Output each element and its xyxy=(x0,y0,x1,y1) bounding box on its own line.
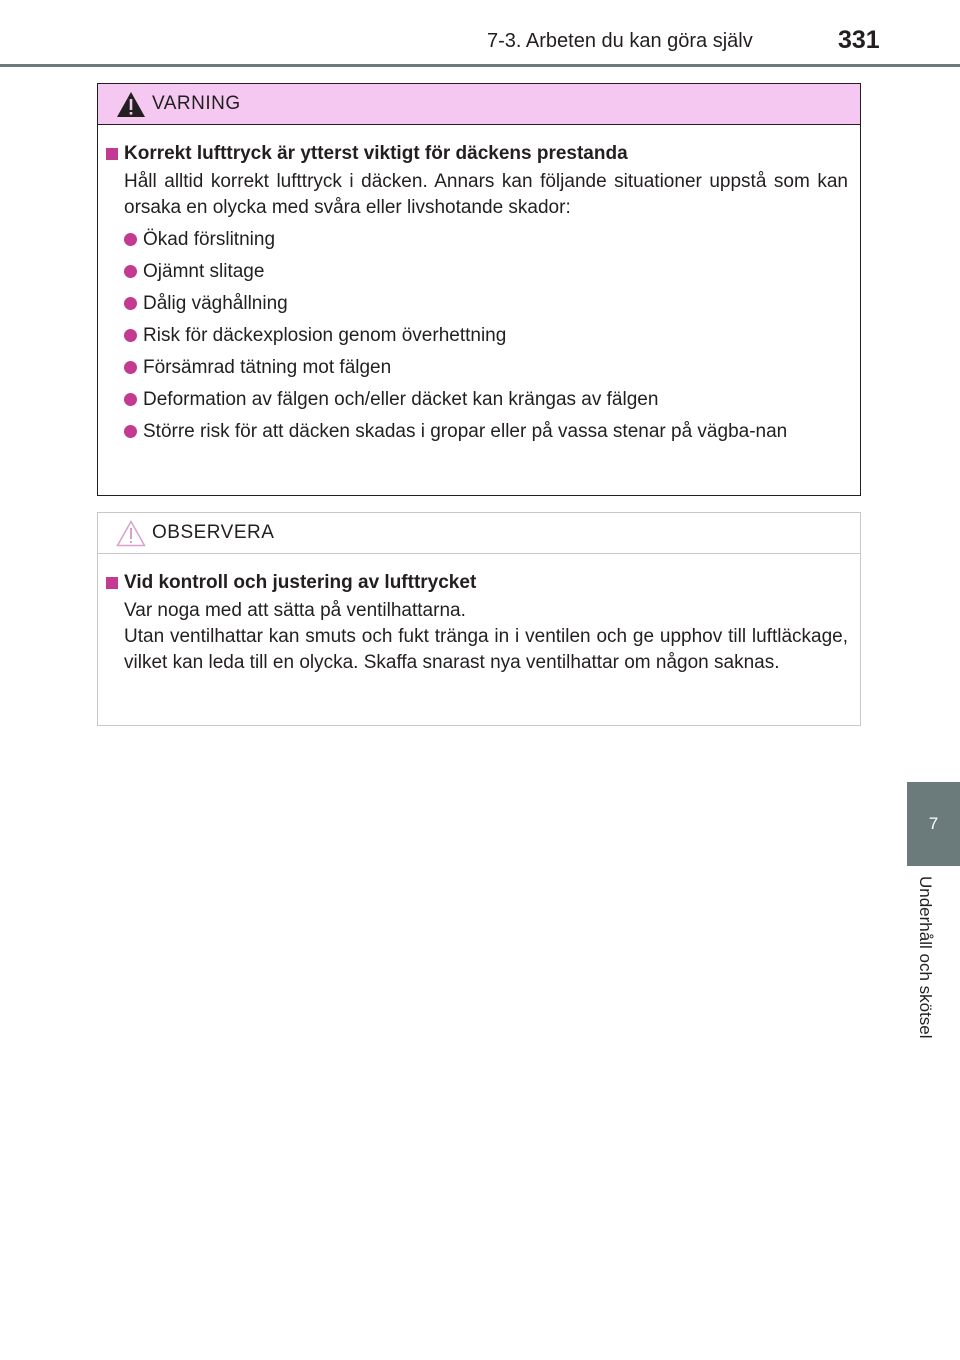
list-item: Ojämnt slitage xyxy=(106,259,852,285)
list-item: Större risk för att däcken skadas i gropar eller på vassa stenar på vägba-nan xyxy=(106,419,852,445)
square-bullet-icon xyxy=(106,577,118,589)
warning-title: VARNING xyxy=(152,93,241,114)
list-item: Ökad förslitning xyxy=(106,227,852,253)
warning-header xyxy=(98,84,860,125)
bullet-dot-icon xyxy=(124,297,137,310)
chapter-title: Underhåll och skötsel xyxy=(916,876,935,1039)
square-bullet-icon xyxy=(106,148,118,160)
bullet-dot-icon xyxy=(124,393,137,406)
warning-heading-text: Korrekt lufttryck är ytterst viktigt för däckens prestanda xyxy=(124,143,628,164)
bullet-dot-icon xyxy=(124,265,137,278)
warning-list xyxy=(106,227,852,445)
notice-line: Var noga med att sätta på ventilhattarna. xyxy=(124,600,466,621)
list-item: Försämrad tätning mot fälgen xyxy=(106,355,852,381)
warning-box xyxy=(97,83,861,496)
chapter-tab xyxy=(907,782,960,866)
list-item: Dålig väghållning xyxy=(106,291,852,317)
page-number: 331 xyxy=(838,26,880,54)
notice-line: Utan ventilhattar kan smuts och fukt tränga in i ventilen och ge upphov till luftläckage, vilket kan leda till en olycka. Skaffa snarast nya ventilhattar om någon saknas. xyxy=(124,626,848,673)
warning-intro: Håll alltid korrekt lufttryck i däcken. Annars kan följande situationer uppstå som kan orsaka en olycka med svåra eller livshotande skador: xyxy=(124,171,848,218)
header-divider xyxy=(0,64,960,67)
bullet-dot-icon xyxy=(124,361,137,374)
notice-heading xyxy=(106,572,852,594)
warning-triangle-outline-icon xyxy=(116,520,146,547)
warning-triangle-filled-icon xyxy=(116,91,146,118)
list-item: Deformation av fälgen och/eller däcket kan krängas av fälgen xyxy=(106,387,852,413)
section-title: 7-3. Arbeten du kan göra själv xyxy=(487,30,753,52)
bullet-dot-icon xyxy=(124,233,137,246)
list-item: Risk för däckexplosion genom överhettning xyxy=(106,323,852,349)
notice-header xyxy=(98,513,860,554)
bullet-dot-icon xyxy=(124,329,137,342)
warning-heading xyxy=(106,143,852,165)
notice-heading-text: Vid kontroll och justering av lufttrycket xyxy=(124,572,477,593)
notice-box xyxy=(97,512,861,726)
bullet-dot-icon xyxy=(124,425,137,438)
chapter-number: 7 xyxy=(928,814,939,833)
warning-body xyxy=(98,125,860,445)
notice-body xyxy=(98,554,860,676)
notice-title: OBSERVERA xyxy=(152,522,275,543)
